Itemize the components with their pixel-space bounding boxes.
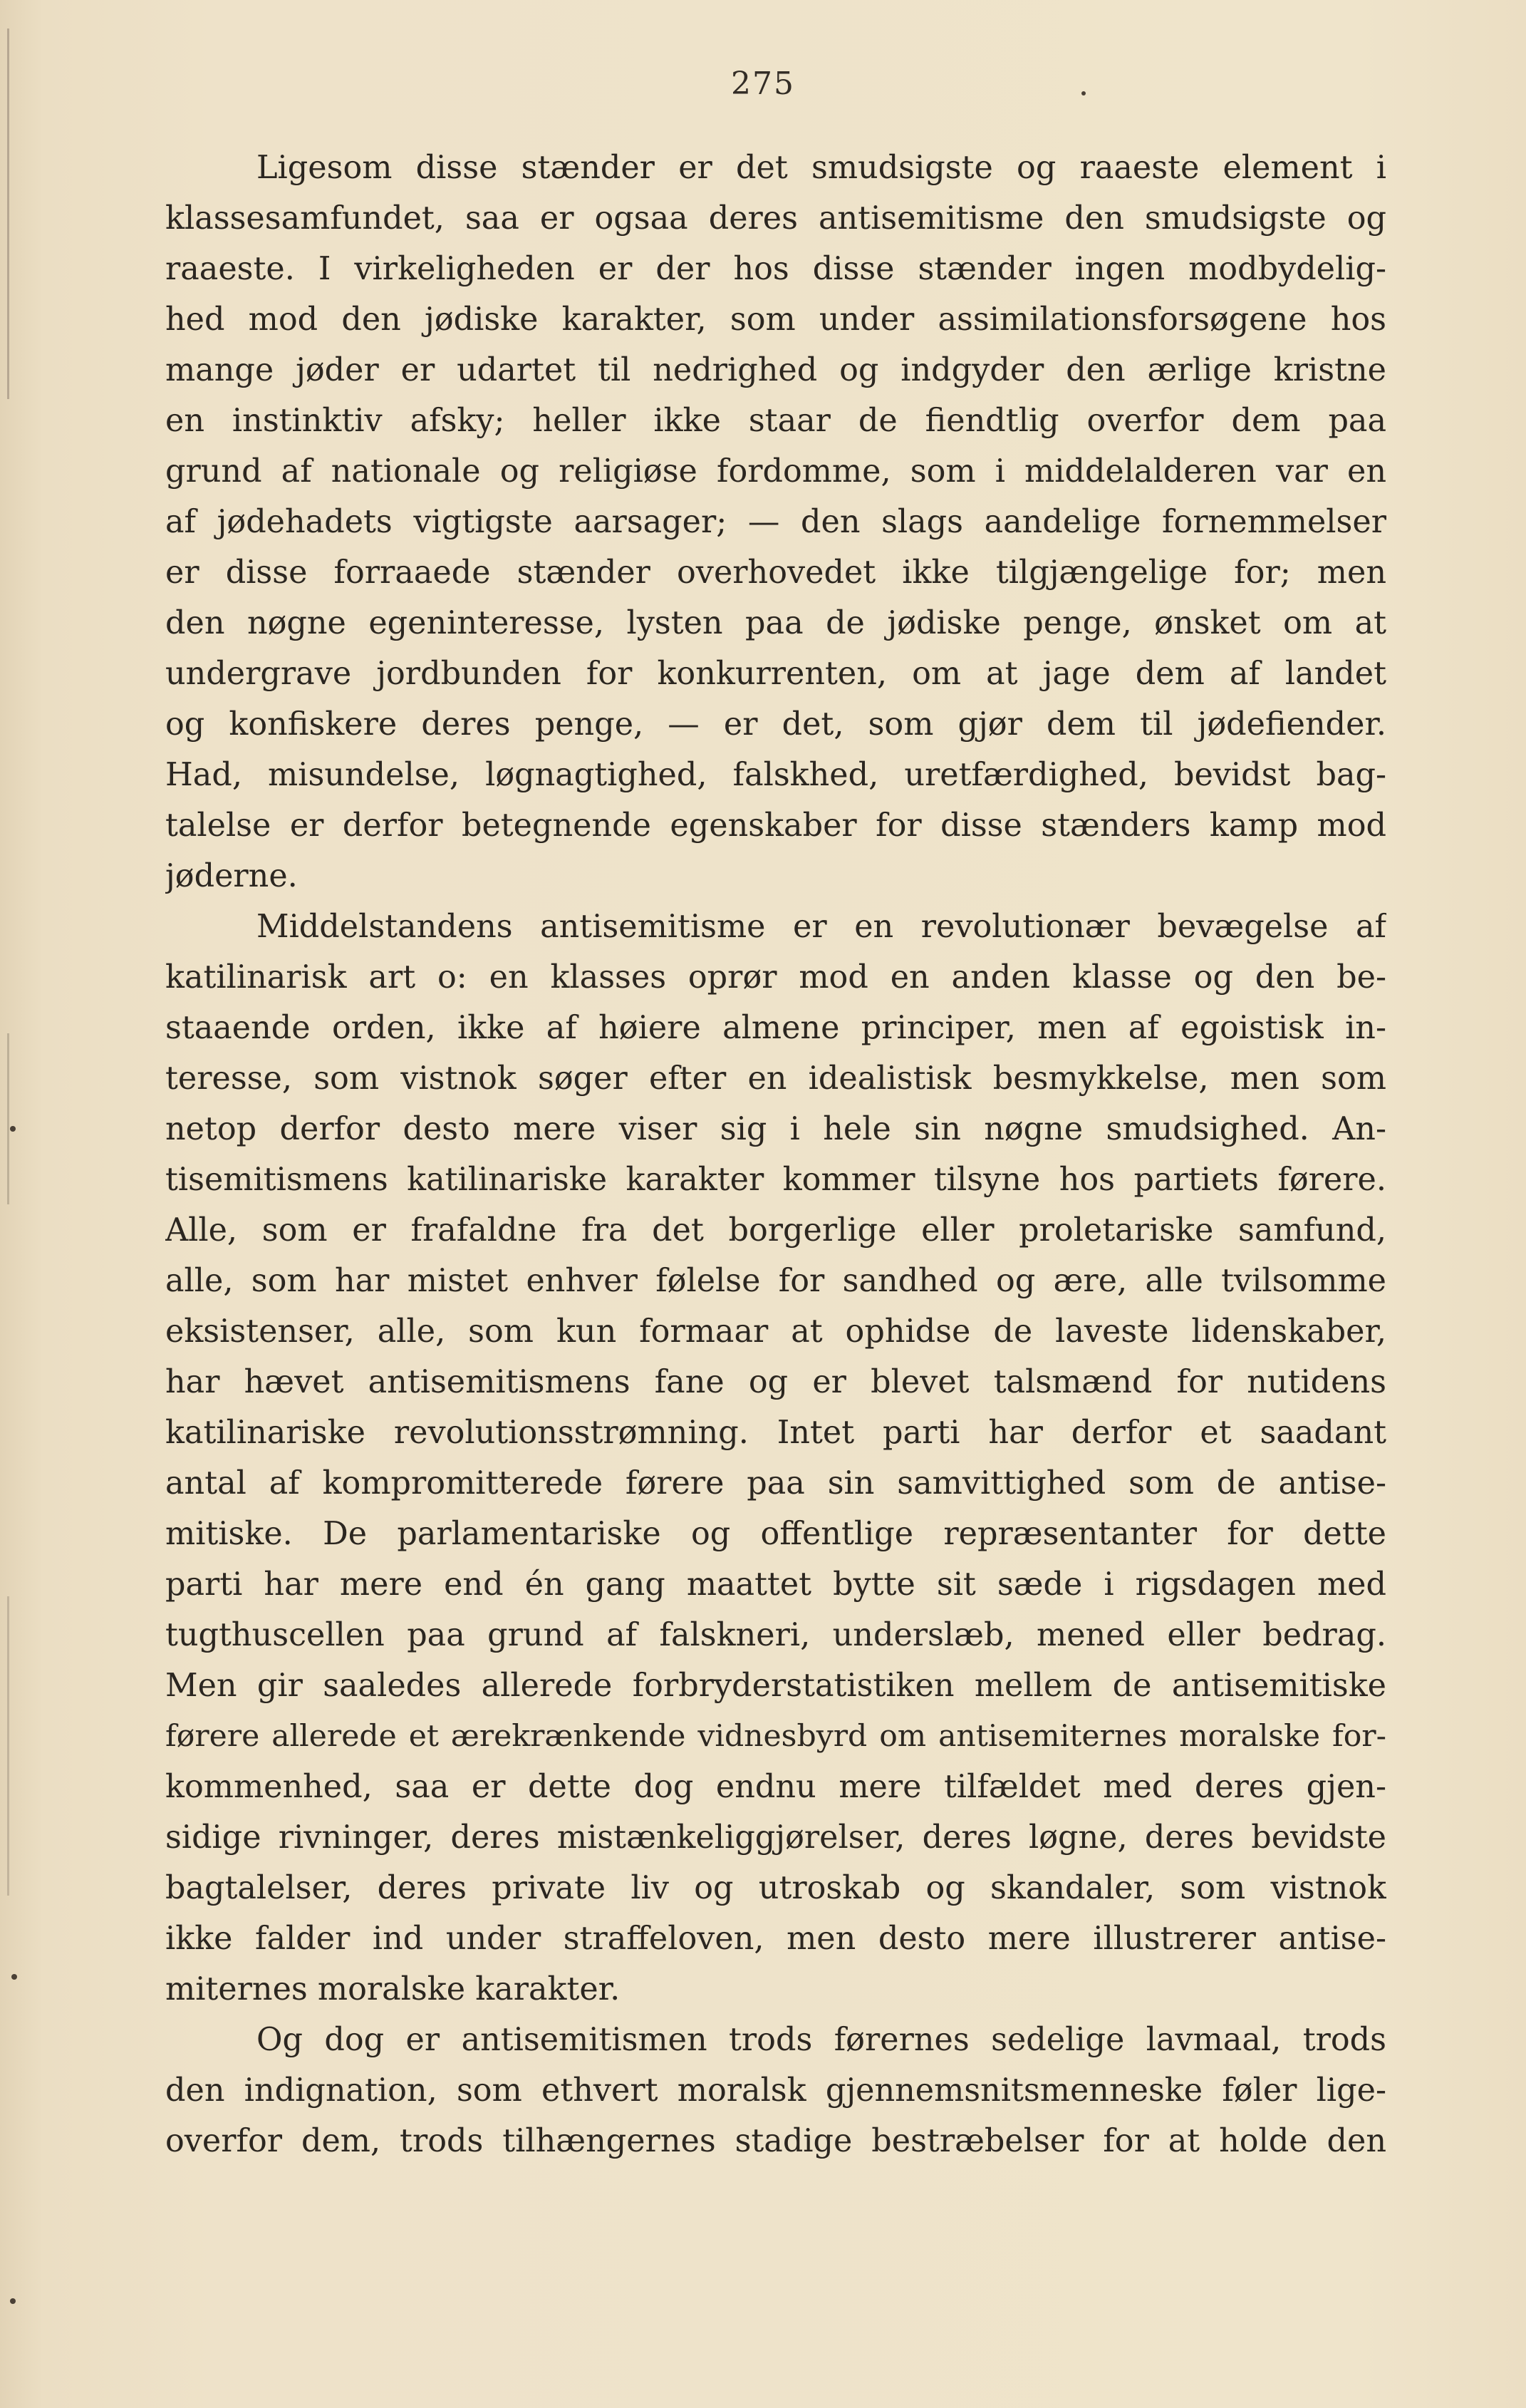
text-line: Had, misundelse, løgnagtighed, falskhed, uretfærdighed, bevidst bag- [165,757,1386,793]
text-line: af jødehadets vigtigste aarsager; — den slags aandelige fornemmelser [165,504,1386,540]
text-line: sidige rivninger, deres mistænkeliggjørelser, deres løgne, deres bevidste [165,1819,1386,1856]
text-line: katilinariske revolutionsstrømning. Intet parti har derfor et saadant [165,1415,1386,1451]
text-line: eksistenser, alle, som kun formaar at ophidse de laveste lidenskaber, [165,1313,1386,1350]
text-line: jøderne. [165,858,298,894]
text-line: raaeste. I virkeligheden er der hos disse stænder ingen modbydelig- [165,251,1386,287]
left-margin-edge-mark [7,29,9,399]
left-margin-edge-mark [7,1596,9,1896]
text-line: katilinarisk art o: en klasses oprør mod en anden klasse og den be- [165,959,1386,996]
text-line: overfor dem, trods tilhængernes stadige bestræbelser for at holde den [165,2123,1386,2159]
text-line: kommenhed, saa er dette dog endnu mere tilfældet med deres gjen- [165,1769,1386,1805]
text-line: har hævet antisemitismens fane og er blevet talsmænd for nutidens [165,1364,1386,1400]
text-line: bagtalelser, deres private liv og utroskab og skandaler, som vistnok [165,1870,1386,1906]
paragraph-2 [165,901,1386,2015]
text-line: undergrave jordbunden for konkurrenten, om at jage dem af landet [165,656,1386,692]
page-number: 275 [731,66,795,102]
text-line: mange jøder er udartet til nedrighed og indgyder den ærlige kristne [165,352,1386,388]
text-line: grund af nationale og religiøse fordomme, som i middelalderen var en [165,453,1386,490]
paragraph-3 [165,2015,1386,2166]
text-line: Middelstandens antisemitisme er en revolutionær bevægelse af [256,909,1386,945]
text-line: hed mod den jødiske karakter, som under assimilationsforsøgene hos [165,301,1386,338]
margin-speck [10,1126,16,1132]
left-margin-edge-mark [7,1033,9,1204]
margin-speck [10,2298,16,2304]
margin-speck [1081,91,1086,95]
text-line: alle, som har mistet enhver følelse for sandhed og ære, alle tvilsomme [165,1263,1386,1299]
text-line: Men gir saaledes allerede forbryderstatistiken mellem de antisemitiske [165,1668,1386,1704]
text-line: ikke falder ind under straffeloven, men desto mere illustrerer antise- [165,1921,1386,1957]
text-line: mitiske. De parlamentariske og offentlige repræsentanter for dette [165,1516,1386,1552]
text-line: talelse er derfor betegnende egenskaber for disse stænders kamp mod [165,807,1386,844]
text-line: klassesamfundet, saa er ogsaa deres antisemitisme den smudsigste og [165,200,1386,237]
margin-speck [11,1974,17,1980]
text-line: antal af kompromitterede førere paa sin samvittighed som de antise- [165,1465,1386,1502]
text-line: og konfiskere deres penge, — er det, som gjør dem til jødefiender. [165,706,1386,743]
text-line: Og dog er antisemitismen trods førernes sedelige lavmaal, trods [256,2022,1386,2058]
text-line: parti har mere end én gang maattet bytte sit sæde i rigsdagen med [165,1566,1386,1603]
text-line: den indignation, som ethvert moralsk gjennemsnitsmenneske føler lige- [165,2072,1386,2109]
body-text [165,143,1386,2166]
paragraph-1 [165,143,1386,901]
text-line: miternes moralske karakter. [165,1971,621,2007]
text-line: tugthuscellen paa grund af falskneri, underslæb, mened eller bedrag. [165,1617,1386,1653]
text-line: er disse forraaede stænder overhovedet ikke tilgjængelige for; men [165,554,1386,591]
text-line: Ligesom disse stænder er det smudsigste og raaeste element i [256,150,1386,186]
text-line: staaende orden, ikke af høiere almene principer, men af egoistisk in- [165,1010,1386,1046]
text-line: teresse, som vistnok søger efter en idealistisk besmykkelse, men som [165,1060,1386,1097]
text-line: tisemitismens katilinariske karakter kommer tilsyne hos partiets førere. [165,1162,1386,1198]
text-line: førere allerede et ærekrænkende vidnesbyrd om antisemiternes moralske for- [165,1719,1386,1754]
text-line: en instinktiv afsky; heller ikke staar de fiendtlig overfor dem paa [165,403,1386,439]
text-line: den nøgne egeninteresse, lysten paa de jødiske penge, ønsket om at [165,605,1386,641]
text-line: netop derfor desto mere viser sig i hele sin nøgne smudsighed. An- [165,1111,1386,1147]
text-line: Alle, som er frafaldne fra det borgerlige eller proletariske samfund, [165,1212,1386,1249]
